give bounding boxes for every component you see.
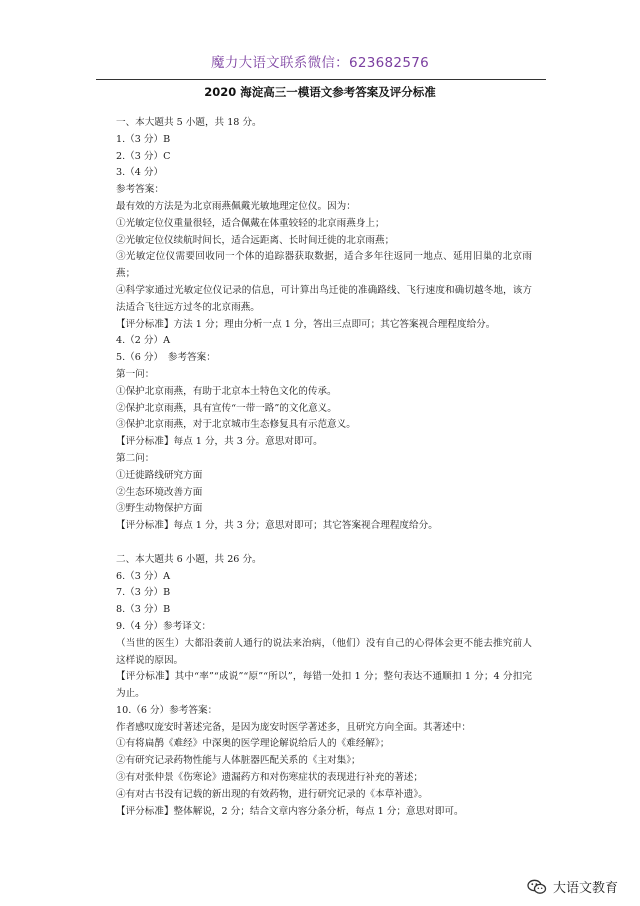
answer-line: ②有研究记录药物性能与人体脏器匹配关系的《主对集》； (116, 755, 361, 767)
section-heading: 二、本大题共 6 小题，共 26 分。 (116, 553, 262, 565)
answer-line: 5.（6 分） 参考答案： (116, 352, 216, 364)
header-contact: 魔力大语文联系微信：623682576 (210, 55, 429, 71)
answer-line: 3.（4 分） (116, 167, 164, 179)
answer-line: ②保护北京雨燕，具有宣传“一带一路”的文化意义。 (116, 402, 337, 414)
answer-line: ③保护北京雨燕，对于北京城市生态修复具有示范意义。 (116, 419, 356, 431)
answer-line: ①迁徙路线研究方面 (116, 469, 203, 481)
answer-line: 1.（3 分）B (116, 133, 171, 145)
answer-line: ④有对古书没有记载的新出现的有效药物，进行研究记录的《本草补遗》。 (116, 788, 428, 800)
answer-line: 2.（3 分）C (116, 150, 171, 162)
answer-line: 作者感叹庞安时著述完备，是因为庞安时医学著述多，且研究方向全面。其著述中： (116, 721, 471, 733)
answer-line: 6.（3 分）A (116, 570, 171, 582)
answer-line: 最有效的方法是为北京雨燕佩戴光敏地理定位仪。因为： (116, 200, 356, 212)
answer-line: 9.（4 分）参考译文： (116, 620, 212, 632)
scoring-standard: 【评分标准】每点 1 分，共 3 分；意思对即可；其它答案视合理程度给分。 (116, 520, 438, 532)
section-heading: 一、本大题共 5 小题，共 18 分。 (116, 117, 262, 128)
wechat-icon (527, 879, 547, 895)
scoring-standard: 【评分标准】方法 1 分；理由分析一点 1 分，答出三点即可；其它答案视合理程度给分。 (116, 318, 496, 330)
answer-line: 第二问： (116, 452, 155, 464)
answer-paragraph: （当世的医生）大都沿袭前人通行的说法来治病，（他们）没有自己的心得体会更不能去推究前人这样说的原因。 (116, 637, 532, 666)
scoring-standard: 【评分标准】整体解说，2 分；结合文章内容分条分析，每点 1 分；意思对即可。 (116, 805, 464, 817)
scoring-standard: 【评分标准】每点 1 分，共 3 分。意思对即可。 (116, 436, 323, 448)
answer-line: ②光敏定位仪续航时间长，适合远距离、长时间迁徙的北京雨燕； (116, 234, 395, 246)
answer-line: 4.（2 分）A (116, 335, 171, 347)
header-divider (96, 79, 546, 80)
watermark (527, 877, 618, 896)
scoring-standard: 【评分标准】其中“率”“成说”“原”“所以”，每错一处扣 1 分；整句表达不通顺扣 1 分；4 分扣完为止。 (116, 671, 532, 700)
answer-line: ①有将扁鹊《难经》中深奥的医学理论解说给后人的《难经解》； (116, 738, 390, 750)
answer-line: 10.（6 分）参考答案： (116, 704, 218, 716)
document-title: 2020 海淀高三一模语文参考答案及评分标准 (204, 85, 436, 99)
answer-line: ②生态环境改善方面 (116, 486, 203, 498)
answer-line: 第一问： (116, 368, 155, 380)
answer-paragraph: ③光敏定位仪需要回收同一个体的追踪器获取数据，适合多年往返同一地点、延用旧巢的北京雨燕； (116, 251, 532, 280)
answer-content (116, 115, 532, 820)
answer-line: ①保护北京雨燕，有助于北京本土特色文化的传承。 (116, 385, 337, 397)
watermark-text: 大语文教育 (552, 881, 618, 896)
answer-line: 8.（3 分）B (116, 604, 171, 616)
answer-line: ③有对张仲景《伤寒论》遗漏药方和对伤寒症状的表现进行补充的著述； (116, 772, 423, 784)
answer-line: 7.（3 分）B (116, 587, 171, 599)
answer-paragraph: ④科学家通过光敏定位仪记录的信息，可计算出鸟迁徙的准确路线、飞行速度和确切越冬地，该方法适合飞往远方过冬的北京雨燕。 (116, 284, 532, 313)
blank-line (116, 535, 532, 552)
answer-line: 参考答案： (116, 184, 164, 196)
answer-line: ③野生动物保护方面 (116, 503, 203, 515)
answer-line: ①光敏定位仪重量很轻，适合佩戴在体重较轻的北京雨燕身上； (116, 217, 385, 229)
